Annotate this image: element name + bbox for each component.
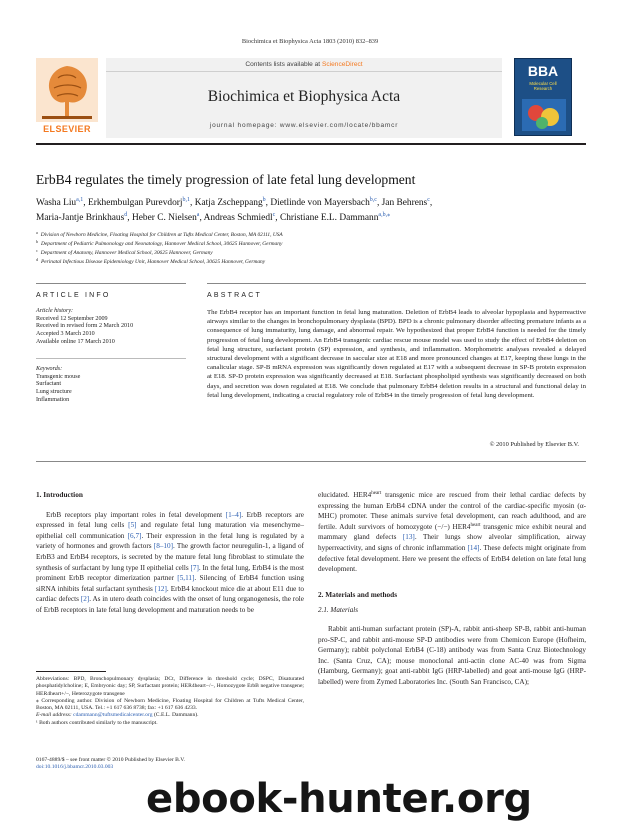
text-run: . Their expression in the fetal lung is regulated by a variety of hormones and growth factors bbox=[36, 531, 304, 551]
email-label: E-mail address: bbox=[36, 712, 74, 719]
contents-line bbox=[106, 61, 502, 68]
equal-contribution-footnote: ¹ Both authors contributed similarly to the manuscript. bbox=[36, 719, 158, 726]
author-affiliation-mark[interactable]: a bbox=[196, 211, 200, 218]
right-column bbox=[318, 490, 586, 688]
keyword: Transgenic mouse bbox=[36, 373, 81, 380]
affiliation-label: c bbox=[36, 248, 38, 253]
abstract-text: The ErbB4 receptor has an important function in fetal lung maturation. Deletion of ErbB4 leads to alveolar hypoplasia and hyperreactive airways similar to the changes in bronchopulmonary dysplasia (BPD). BPD is a chronic pulmonary disorder affecting premature infants as a consequence of lung immaturity, lung damage, and abnormal repair. We hypothesized that proper ErbB4 function is needed for the timely progression of fetal lung development. An ErbB4 transgenic cardiac rescue mouse model was used to study the effect of ErbB4 deletion on fetal lung structure, surfactant protein (SP) expression, and synthesis, and inflammation. Morphometric analyses revealed a delayed structural development with a significant decrease in saccular size at E18 and more pronounced changes at E17, keeping these lungs in the canalicular stage. SP-B mRNA expression was significantly down regulated at E17 with a subsequent decrease in SP-B protein expression at E18. SP-D protein expression was significantly decreased at E18. Surfactant phospholipid synthesis was significantly decreased on both days, and secretion was down regulated at E18. We conclude that pulmonary ErbB4 deletion results in a structural and functional delay in fetal lung development, indicating a crucial regulatory role of ErbB4 in the timely progression of fetal lung development. bbox=[207, 309, 586, 399]
introduction-paragraph bbox=[36, 510, 304, 616]
materials-subheading: 2.1. Materials bbox=[318, 606, 358, 615]
history-entry: Available online 17 March 2010 bbox=[36, 338, 115, 345]
journal-masthead bbox=[106, 58, 502, 138]
superscript: heart bbox=[470, 522, 481, 528]
cover-subtitle bbox=[515, 81, 571, 91]
corresponding-author-footnote: ⁎ Corresponding author. Division of Newborn Medicine, Floating Hospital for Children at Tufts Medical Center, Boston, MA 02111, USA. Tel.: +1 617 636 8738; fax: +1 617 636 4233. bbox=[36, 697, 304, 712]
author-affiliation-mark[interactable]: d bbox=[124, 211, 128, 218]
doi-link[interactable]: doi:10.1016/j.bbamcr.2010.03.003 bbox=[36, 764, 114, 771]
article-info-divider bbox=[36, 358, 186, 359]
affiliation bbox=[36, 232, 586, 238]
text-run: . The growth factor neuregulin-1, a ligand of ErbB3 and ErbB4 receptors, is secreted by the mature fetal lung fibroblast to stimulate the synthesis of surfactant by lung type II epithelial cells bbox=[36, 542, 304, 572]
affiliation-label: b bbox=[36, 239, 38, 244]
materials-paragraph: Rabbit anti-human surfactant protein (SP)-A, rabbit anti-sheep SP-B, rabbit anti-human pro-SP-C, and rabbit anti-mouse SP-D antibodies were from Chemicon Europe (Hofheim, Germany); rabbit polyclonal ErbB4 (C-18) antibody was from Santa Cruz Biotechnology Inc. (Santa Cruz, CA); mouse monoclonal anti-actin clone AC-40 was from Sigma (Hamburg, Germany); goat anti-rabbit IgG (HRP-labelled) and goat anti-mouse IgG (HRP-labelled) were from Zymed Laboratories Inc. (South San Francisco, CA); bbox=[318, 624, 586, 686]
author-name[interactable]: Erkhembulgan Purevdorj bbox=[87, 198, 183, 208]
running-head: Biochimica et Biophysica Acta 1803 (2010) 832–839 bbox=[241, 38, 379, 45]
masthead-divider bbox=[106, 71, 502, 72]
affiliation-text: Department of Pediatric Pulmonology and Neonatology, Hannover Medical School, 30625 Hannover, Germany bbox=[41, 241, 283, 247]
abstract-rule bbox=[207, 283, 586, 284]
text-run: . In the fetal lung, ErbB4 is the most prominent ErbB receptor dimerization partner bbox=[36, 563, 304, 583]
superscript: heart bbox=[371, 491, 382, 496]
introduction-heading: 1. Introduction bbox=[36, 490, 83, 499]
author-affiliation-mark[interactable]: b,c bbox=[369, 197, 377, 203]
affiliation-label: d bbox=[36, 257, 38, 262]
author-name[interactable]: Maria-Jantje Brinkhaus bbox=[36, 212, 125, 223]
affiliation bbox=[36, 259, 586, 265]
history-entry: Accepted 3 March 2010 bbox=[36, 331, 95, 338]
keyword: Lung structure bbox=[36, 389, 72, 396]
affiliation bbox=[36, 241, 586, 247]
author-affiliation-mark[interactable]: a,1 bbox=[76, 197, 84, 203]
elsevier-wordmark: ELSEVIER bbox=[43, 124, 91, 134]
author-name[interactable]: Andreas Schmiedl bbox=[203, 212, 273, 223]
keyword: Surfactant bbox=[36, 381, 62, 388]
affiliation bbox=[36, 250, 586, 256]
author-name[interactable]: Dietlinde von Mayersbach bbox=[270, 198, 370, 208]
keywords-title: Keywords: bbox=[36, 366, 63, 372]
author-line: Washa Liu$^{a,1}$, Erkhembulgan Purevdorj$^{b,1}$, Katja Zscheppang$^b$, Dietlinde von Mayersbach$^{b,c}$, Jan Behrens$^c$, bbox=[36, 197, 433, 208]
abbreviations-footnote: Abbreviations: BPD, Bronchopulmonary dysplasia; DCt, Difference in threshold cycle; DSPC, Disaturated phosphatidylcholine; E, Embryonic day; SP, Surfactant protein; HER4heart−/−, Homozygote ErbB negative transgene; HER4heart+/−, Heterozygote transgene bbox=[36, 676, 304, 697]
issn-line: 0167-4889/$ – see front matter © 2010 Published by Elsevier B.V. bbox=[36, 757, 185, 763]
article-title: ErbB4 regulates the timely progression of late fetal lung development bbox=[36, 172, 416, 187]
author-affiliation-mark[interactable]: b,1 bbox=[182, 197, 190, 203]
author-line: Maria-Jantje Brinkhaus$^d$, Heber C. Nielsen$^a$, Andreas Schmiedl$^c$, Christiane E.L. Dammann$^{a,b,⁎}$ bbox=[36, 211, 391, 223]
citation-link[interactable]: [5,11] bbox=[177, 574, 195, 583]
sciencedirect-link[interactable]: ScienceDirect bbox=[321, 61, 363, 68]
left-column bbox=[36, 490, 304, 616]
history-entry: Received in revised form 2 March 2010 bbox=[36, 323, 134, 330]
author-affiliation-mark[interactable]: c bbox=[272, 211, 276, 218]
history-entry: Received 12 September 2009 bbox=[36, 315, 108, 322]
text-run: . ErbB4 knockout mice die at about E11 due to cardiac defects bbox=[36, 584, 304, 604]
citation-link[interactable]: [5] bbox=[128, 521, 137, 530]
journal-title[interactable]: Biochimica et Biophysica Acta bbox=[207, 88, 401, 105]
abstract-heading: ABSTRACT bbox=[207, 292, 262, 299]
citation-link[interactable]: [7] bbox=[190, 563, 199, 572]
citation-link[interactable]: [1–4] bbox=[225, 510, 242, 519]
author-list bbox=[36, 196, 586, 225]
journal-header bbox=[36, 58, 586, 138]
text-run: transgenic mice are rescued from their lethal cardiac defects by expressing the human ErbB4 cDNA under the control of the cardiac-specific myosin (α-MHC) promoter. These animals survive fetal development, can reach adulthood, and are fertile. Adult survivors of homozygote (−/−) HER4 bbox=[318, 491, 586, 531]
email-link[interactable]: cdammann@tuftsmedicalcenter.org bbox=[73, 712, 153, 719]
introduction-continued-paragraph bbox=[318, 490, 586, 575]
text-run: . Their lungs show alveolar simplification, airway hyperreactivity, and signs of chronic inflammation bbox=[318, 533, 586, 552]
footnotes bbox=[36, 676, 304, 727]
contents-prefix: Contents lists available at bbox=[245, 61, 322, 68]
author-name[interactable]: Katja Zscheppang bbox=[194, 198, 263, 208]
elsevier-tree-icon bbox=[36, 58, 98, 122]
methods-heading: 2. Materials and methods bbox=[318, 589, 398, 599]
article-history-title: Article history: bbox=[36, 308, 74, 314]
author-name[interactable]: Jan Behrens bbox=[381, 198, 428, 208]
keyword: Inflammation bbox=[36, 396, 70, 403]
keywords bbox=[36, 366, 186, 405]
article-info-rule bbox=[36, 283, 186, 284]
article-info-heading: ARTICLE INFO bbox=[36, 292, 111, 299]
affiliation-label: a bbox=[36, 230, 38, 235]
text-run: elucidated. HER4 bbox=[318, 491, 372, 499]
citation-link[interactable]: [13] bbox=[402, 533, 415, 542]
author-affiliation-mark[interactable]: b bbox=[262, 197, 266, 203]
author-name[interactable]: Washa Liu bbox=[36, 198, 77, 208]
affiliation-text: Department of Anatomy, Hannover Medical School, 30625 Hannover, Germany bbox=[40, 250, 213, 256]
cover-abbreviation: BBA bbox=[527, 63, 559, 79]
footnote-rule bbox=[36, 671, 106, 672]
abstract-copyright: © 2010 Published by Elsevier B.V. bbox=[489, 441, 579, 448]
front-matter-rule bbox=[36, 461, 586, 462]
journal-homepage-link[interactable]: journal homepage: www.elsevier.com/locate/bbamcr bbox=[209, 122, 399, 129]
author-affiliation-mark[interactable]: a,b,⁎ bbox=[378, 211, 391, 218]
cover-artwork-icon bbox=[522, 99, 566, 131]
text-run: transgenic mice exhibit neural and mammary gland defects bbox=[318, 522, 586, 542]
text-run: and regulate fetal lung maturation via mesenchyme–epithelial cell communication bbox=[36, 521, 304, 540]
cover-subtitle-line: Molecular Cell bbox=[529, 81, 557, 86]
article-history bbox=[36, 308, 186, 347]
text-run: . As in utero death coincides with the onset of lung organogenesis, the role of ErbB receptors in late fetal lung development and maturation needs to be bbox=[36, 595, 304, 614]
cover-subtitle-line: Research bbox=[533, 86, 553, 92]
author-affiliation-mark[interactable]: c bbox=[427, 197, 430, 203]
citation-link[interactable]: [14] bbox=[467, 543, 480, 552]
author-name[interactable]: Heber C. Nielsen bbox=[131, 212, 197, 223]
watermark: ebook-hunter.org bbox=[146, 776, 532, 822]
citation-link[interactable]: [2] bbox=[80, 595, 90, 604]
header-rule bbox=[36, 143, 586, 145]
citation-link[interactable]: [6,7] bbox=[127, 531, 142, 540]
elsevier-logo[interactable] bbox=[36, 58, 98, 138]
issn-block bbox=[36, 757, 304, 772]
affiliation-text: Perinatal Infectious Disease Epidemiology Unit, Hannover Medical School, 30625 Hannover, Germany bbox=[41, 259, 266, 265]
email-footnote bbox=[36, 712, 304, 719]
affiliation-text: Division of Newborn Medicine, Floating Hospital for Children at Tufts Medical Center, Boston, MA 02111, USA bbox=[40, 232, 283, 238]
journal-cover-thumbnail[interactable] bbox=[514, 58, 572, 136]
text-run: ErbB receptors play important roles in fetal development bbox=[46, 510, 226, 519]
email-suffix: (C.E.L. Dammann). bbox=[152, 712, 199, 719]
text-run: . ErbB receptors are expressed in fetal lung cells bbox=[36, 510, 304, 530]
text-run: . Silencing of ErbB4 function using siRNA inhibits fetal surfactant synthesis bbox=[36, 574, 304, 593]
citation-link[interactable]: [8–10] bbox=[153, 542, 173, 551]
text-run: . These defects might originate from defective fetal development. Here we present the effects of ErbB4 deletion on late fetal lung development. bbox=[318, 543, 586, 574]
citation-link[interactable]: [12] bbox=[154, 584, 167, 593]
author-name[interactable]: Christiane E.L. Dammann bbox=[279, 212, 379, 223]
